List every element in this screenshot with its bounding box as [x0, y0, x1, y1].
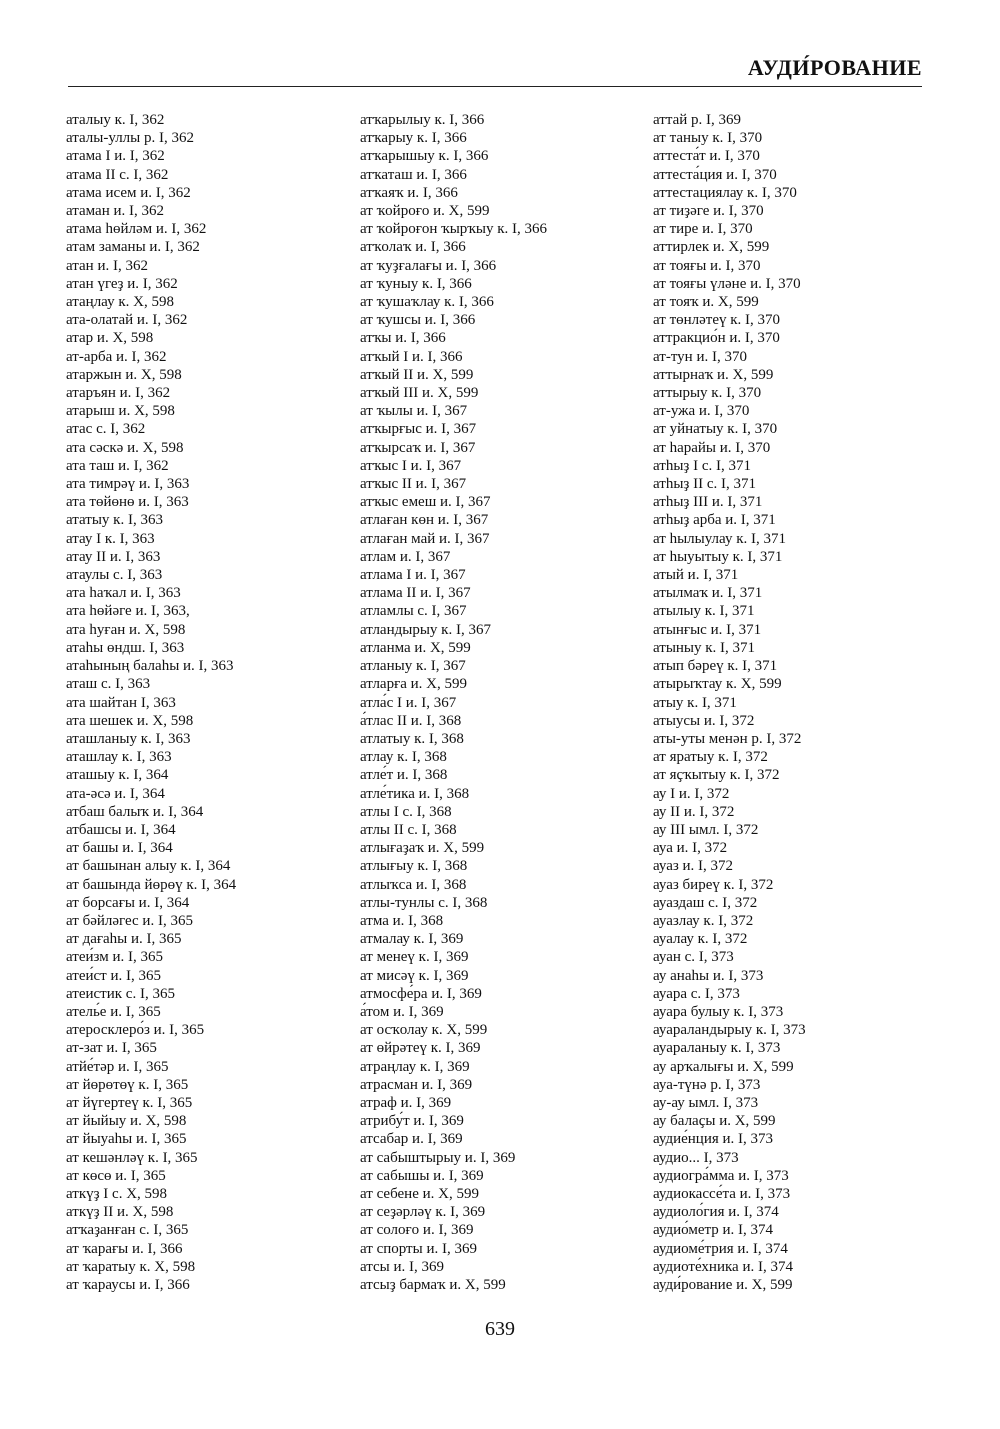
- index-entry: ауазлау к. I, 372: [653, 912, 754, 929]
- index-entry: атма и. I, 368: [360, 912, 444, 929]
- index-entry: аудиоме́трия и. I, 374: [653, 1240, 788, 1257]
- index-entry: атсабар и. I, 369: [360, 1131, 463, 1148]
- index-entry: ау I и. I, 372: [653, 785, 730, 802]
- index-entry: ат тире и. I, 370: [653, 221, 753, 238]
- index-entry: атлама II и. I, 367: [360, 585, 471, 602]
- index-entry: ау II и. I, 372: [653, 803, 735, 820]
- index-entry: ат таныу к. I, 370: [653, 130, 763, 147]
- index-entry: ауа и. I, 372: [653, 840, 728, 857]
- index-entry: атҡырғыс и. I, 367: [360, 421, 477, 438]
- index-entry: аттеста́т и. I, 370: [653, 148, 760, 165]
- index-entry: атама һөйләм и. I, 362: [66, 221, 207, 238]
- index-entry: атан үгеҙ и. I, 362: [66, 275, 178, 292]
- index-entry: ат спорты и. I, 369: [360, 1240, 477, 1257]
- index-entry: ауараландырыу к. I, 373: [653, 1022, 806, 1039]
- index-entry: ат-зат и. I, 365: [66, 1040, 157, 1057]
- index-entry: атраф и. I, 369: [360, 1094, 452, 1111]
- index-entry: ат ҡушаҡлау к. I, 366: [360, 294, 494, 311]
- index-entry: атаръян и. I, 362: [66, 385, 171, 402]
- index-entry: атҡарылыу к. I, 366: [360, 112, 485, 128]
- index-entry: атама II с. I, 362: [66, 166, 169, 183]
- header-rule: [68, 86, 922, 87]
- index-entry: атҡарышыу к. I, 366: [360, 148, 489, 165]
- index-entry: атаржын и. X, 598: [66, 366, 182, 383]
- index-entry: атҡый III и. X, 599: [360, 385, 479, 402]
- index-entry: атеи́зм и. I, 365: [66, 949, 163, 966]
- index-entry: аудиоло́гия и. I, 374: [653, 1204, 779, 1221]
- index-entry: атеи́ст и. I, 365: [66, 967, 161, 984]
- index-entry: ат башынан алыу к. I, 364: [66, 858, 231, 875]
- index-entry: атрасман и. I, 369: [360, 1076, 473, 1093]
- index-entry: аудие́нция и. I, 373: [653, 1131, 774, 1148]
- index-entry: атле́тика и. I, 368: [360, 785, 470, 802]
- index-entry: ат уйнатыу к. I, 370: [653, 421, 778, 438]
- index-entry: атынғыс и. I, 371: [653, 621, 762, 638]
- index-entry: атбашсы и. I, 364: [66, 821, 176, 838]
- index-entry: атларға и. X, 599: [360, 676, 468, 693]
- index-entry: атас с. I, 362: [66, 421, 146, 438]
- index-entry: атлатыу к. I, 368: [360, 730, 464, 747]
- index-entry: ат йүгертеү к. I, 365: [66, 1094, 193, 1111]
- index-entry: ау-ау ымл. I, 373: [653, 1094, 759, 1111]
- index-entry: атыусы и. I, 372: [653, 712, 755, 729]
- index-entry: ат көсө и. I, 365: [66, 1167, 166, 1184]
- index-entry: атмалау к. I, 369: [360, 931, 464, 948]
- index-entry: ат һарайы и. I, 370: [653, 439, 771, 456]
- index-entry: ат ҡуҙғалағы и. I, 366: [360, 257, 497, 274]
- index-entry: ат төнләтеү к. I, 370: [653, 312, 781, 329]
- index-entry: ата һаҡал и. I, 363: [66, 585, 181, 602]
- index-entry: ауаздаш с. I, 372: [653, 894, 758, 911]
- index-entry: ат борсағы и. I, 364: [66, 894, 190, 911]
- index-entry: а́том и. I, 369: [360, 1003, 444, 1020]
- index-entry: ат мисәү к. I, 369: [360, 967, 469, 984]
- index-entry: атҡый I и. I, 366: [360, 348, 463, 365]
- index-entry: аудио... I, 373: [653, 1149, 739, 1166]
- index-entry: ат яратыу к. I, 372: [653, 749, 768, 766]
- index-entry: атҡолаҡ и. I, 366: [360, 239, 466, 256]
- index-entry: атаулы с. I, 363: [66, 567, 163, 584]
- index-entry: аттеста́ция и. I, 370: [653, 166, 777, 183]
- index-entry: аттестациялау к. I, 370: [653, 184, 797, 201]
- index-entry: атрибу́т и. I, 369: [360, 1113, 464, 1130]
- index-entry: атан и. I, 362: [66, 257, 148, 274]
- index-entry: аты-уты менән р. I, 372: [653, 730, 802, 747]
- index-entry: атеросклеро́з и. I, 365: [66, 1022, 205, 1039]
- index-entry: атҡаяҡ и. I, 366: [360, 184, 458, 201]
- index-entry: атлығыу к. I, 368: [360, 858, 468, 875]
- page-number: 639: [485, 1318, 515, 1340]
- index-entry: атланыу к. I, 367: [360, 658, 466, 675]
- index-entry: атарыш и. X, 598: [66, 403, 175, 420]
- index-entry: ат ҡаратыу к. X, 598: [66, 1258, 196, 1275]
- index-entry: ат ҡойроғон ҡырҡыу к. I, 366: [360, 221, 548, 238]
- index-entry: ау III ымл. I, 372: [653, 821, 759, 838]
- index-entry: ауаз и. I, 372: [653, 858, 734, 875]
- index-entry: ат ҡуныу к. I, 366: [360, 275, 472, 292]
- index-entry: атаңлау к. X, 598: [66, 294, 174, 311]
- index-entry: атлыҡса и. I, 368: [360, 876, 467, 893]
- index-entry: ат тиҙәге и. I, 370: [653, 203, 764, 220]
- index-entry: атйе́тәр и. I, 365: [66, 1058, 169, 1075]
- index-entry: атыу к. I, 371: [653, 694, 737, 711]
- index-entry: аткүҙ I с. X, 598: [66, 1185, 168, 1202]
- index-entry: ауа-түнә р. I, 373: [653, 1076, 761, 1093]
- index-entry: атҡыс II и. I, 367: [360, 476, 467, 493]
- index-entry: ат һыуытыу к. I, 371: [653, 548, 783, 565]
- index-entry: атҡый II и. X, 599: [360, 366, 474, 383]
- index-entry: ауалау к. I, 372: [653, 931, 748, 948]
- index-entry: атҡарыу к. I, 366: [360, 130, 467, 147]
- index-entry: ата һөйәге и. I, 363,: [66, 603, 190, 620]
- index-entry: атҡыс I и. I, 367: [360, 457, 462, 474]
- index-entry: атый и. I, 371: [653, 567, 739, 584]
- index-entry: атлау к. I, 368: [360, 749, 447, 766]
- index-entry: ат менеү к. I, 369: [360, 949, 469, 966]
- index-entry: ат ҡушсы и. I, 366: [360, 312, 476, 329]
- index-entry: ат-арба и. I, 362: [66, 348, 167, 365]
- index-entry: ат-ужа и. I, 370: [653, 403, 750, 420]
- running-head: АУДИ́РОВАНИЕ: [747, 55, 922, 80]
- index-entry: ау балаҫы и. X, 599: [653, 1113, 776, 1130]
- index-entry: аталыу к. I, 362: [66, 112, 165, 128]
- index-entry: ат өйрәтеү к. I, 369: [360, 1040, 481, 1057]
- index-entry: атлы I с. I, 368: [360, 803, 452, 820]
- index-entry: атҡыс емеш и. I, 367: [360, 494, 491, 511]
- index-entry: ат дағаһы и. I, 365: [66, 931, 182, 948]
- index-entry: ат тояғы үләне и. I, 370: [653, 275, 801, 292]
- index-entry: аткүҙ II и. X, 598: [66, 1204, 174, 1221]
- index-entry: ат сеҙәрләү к. I, 369: [360, 1204, 486, 1221]
- index-entry: ауараланыу к. I, 373: [653, 1040, 781, 1057]
- index-entry: атсыҙ бармаҡ и. X, 599: [360, 1277, 506, 1293]
- index-entry: атҡаташ и. I, 366: [360, 166, 467, 183]
- index-entry: ауаз биреү к. I, 372: [653, 876, 774, 893]
- index-entry: ат кешәнләү к. I, 365: [66, 1149, 198, 1166]
- index-entry: аттырыу к. I, 370: [653, 385, 762, 402]
- index-entry: аташыу к. I, 364: [66, 767, 169, 784]
- index-entry: ата тимрәү и. I, 363: [66, 476, 190, 493]
- index-entry: атаһы өндш. I, 363: [66, 639, 185, 656]
- index-entry: ата шешек и. X, 598: [66, 712, 194, 729]
- index-entry: атлығаҙаҡ и. X, 599: [360, 840, 485, 857]
- index-column-1: [66, 111, 236, 1294]
- index-entry: ау анаһы и. I, 373: [653, 967, 764, 984]
- index-entry: аттырнаҡ и. X, 599: [653, 366, 774, 383]
- index-entry: ат солоғо и. I, 369: [360, 1222, 474, 1239]
- index-entry: атһыҙ арба и. I, 371: [653, 512, 776, 529]
- index-entry: ата төйөнө и. I, 363: [66, 494, 189, 511]
- index-entry: ата һуған и. X, 598: [66, 621, 186, 638]
- index-entry: ат йыуаһы и. I, 365: [66, 1131, 187, 1148]
- index-entry: ат йыйыу и. X, 598: [66, 1113, 187, 1130]
- index-column-2: [360, 111, 547, 1294]
- index-entry: ат һылыулау к. I, 371: [653, 530, 786, 547]
- index-entry: ауди́рование и. X, 599: [653, 1277, 793, 1293]
- index-entry: ауара булыу к. I, 373: [653, 1003, 784, 1020]
- index-entry: атҡырсаҡ и. I, 367: [360, 439, 476, 456]
- index-entry: ат тояғы и. I, 370: [653, 257, 761, 274]
- index-entry: атле́т и. I, 368: [360, 767, 448, 784]
- index-entry: атҡаҙанған с. I, 365: [66, 1222, 189, 1239]
- index-entry: атла́с I и. I, 367: [360, 694, 457, 711]
- index-entry: атмосфе́ра и. I, 369: [360, 985, 482, 1002]
- index-entry: ата сәскә и. X, 598: [66, 439, 184, 456]
- index-entry: атһыҙ III и. I, 371: [653, 494, 763, 511]
- index-entry: атылмаҡ и. I, 371: [653, 585, 763, 602]
- index-entry: атама I и. I, 362: [66, 148, 165, 165]
- index-entry: аталы-уллы р. I, 362: [66, 130, 194, 147]
- index-entry: аудиоте́хника и. I, 374: [653, 1258, 793, 1275]
- index-entry: атландырыу к. I, 367: [360, 621, 491, 638]
- index-entry: атһыҙ II с. I, 371: [653, 476, 756, 493]
- index-entry: атып бәреү к. I, 371: [653, 658, 778, 675]
- index-entry: ауара с. I, 373: [653, 985, 740, 1002]
- index-entry: ат ҡылы и. I, 367: [360, 403, 468, 420]
- index-entry: аташ с. I, 363: [66, 676, 151, 693]
- index-entry: ата шайтан I, 363: [66, 694, 176, 711]
- index-entry: ат башында йөрөү к. I, 364: [66, 876, 237, 893]
- index-entry: атау II и. I, 363: [66, 548, 161, 565]
- index-entry: а́тлас II и. I, 368: [360, 712, 462, 729]
- index-entry: атлы-тунлы с. I, 368: [360, 894, 488, 911]
- index-entry: ау арҡалығы и. X, 599: [653, 1058, 794, 1075]
- index-entry: атау I к. I, 363: [66, 530, 155, 547]
- index-entry: аудио́метр и. I, 374: [653, 1222, 773, 1239]
- index-entry: атель́е и. I, 365: [66, 1003, 161, 1020]
- index-entry: атлаған көн и. I, 367: [360, 512, 489, 529]
- index-entry: ат ҡарағы и. I, 366: [66, 1240, 183, 1257]
- index-entry: атыныу к. I, 371: [653, 639, 756, 656]
- index-entry: атеистик с. I, 365: [66, 985, 175, 1002]
- index-entry: ат сабыштырыу и. I, 369: [360, 1149, 516, 1166]
- index-entry: атбаш балыҡ и. I, 364: [66, 803, 204, 820]
- index-entry: аташланыу к. I, 363: [66, 730, 191, 747]
- index-entry: ат яҫҡытыу к. I, 372: [653, 767, 780, 784]
- index-entry: аудиокассе́та и. I, 373: [653, 1185, 791, 1202]
- index-entry: ауан с. I, 373: [653, 949, 734, 966]
- index-entry: ата-олатай и. I, 362: [66, 312, 188, 329]
- index-entry: ат ҡойроғо и. X, 599: [360, 203, 490, 220]
- index-entry: атланма и. X, 599: [360, 639, 471, 656]
- index-entry: ат йөрөтөү к. I, 365: [66, 1076, 189, 1093]
- index-entry: атар и. X, 598: [66, 330, 154, 347]
- index-entry: атама исем и. I, 362: [66, 184, 191, 201]
- index-entry: атаһының балаһы и. I, 363: [66, 658, 234, 675]
- index-entry: атлаған май и. I, 367: [360, 530, 490, 547]
- index-entry: ата таш и. I, 362: [66, 457, 169, 474]
- index-entry: атаман и. I, 362: [66, 203, 165, 220]
- index-entry: ата-әсә и. I, 364: [66, 785, 165, 802]
- index-entry: ат бәйләгес и. I, 365: [66, 912, 193, 929]
- index-entry: аташлау к. I, 363: [66, 749, 172, 766]
- index-entry: ат-тун и. I, 370: [653, 348, 747, 365]
- index-entry: атлы II с. I, 368: [360, 821, 457, 838]
- index-entry: атлама I и. I, 367: [360, 567, 466, 584]
- index-entry: атырыҡтау к. X, 599: [653, 676, 782, 693]
- index-entry: ат башы и. I, 364: [66, 840, 173, 857]
- index-entry: атлам и. I, 367: [360, 548, 451, 565]
- index-entry: атламлы с. I, 367: [360, 603, 467, 620]
- index-entry: атраңлау к. I, 369: [360, 1058, 470, 1075]
- index-entry: ат сабышы и. I, 369: [360, 1167, 484, 1184]
- index-entry: аттирлек и. X, 599: [653, 239, 770, 256]
- index-entry: аттай р. I, 369: [653, 112, 741, 128]
- index-entry: атсы и. I, 369: [360, 1258, 445, 1275]
- index-entry: ат осҡолау к. X, 599: [360, 1022, 488, 1039]
- index-entry: атҡы и. I, 366: [360, 330, 446, 347]
- index-entry: ат себене и. X, 599: [360, 1185, 479, 1202]
- index-entry: атам заманы и. I, 362: [66, 239, 200, 256]
- index-column-3: [653, 111, 806, 1294]
- index-entry: аудиогра́мма и. I, 373: [653, 1167, 789, 1184]
- index-entry: ат ҡараусы и. I, 366: [66, 1277, 190, 1293]
- index-entry: ат тояҡ и. X, 599: [653, 294, 759, 311]
- index-entry: ататыу к. I, 363: [66, 512, 163, 529]
- index-entry: атһыҙ I с. I, 371: [653, 457, 751, 474]
- index-entry: аттракцио́н и. I, 370: [653, 330, 780, 347]
- index-entry: атылыу к. I, 371: [653, 603, 755, 620]
